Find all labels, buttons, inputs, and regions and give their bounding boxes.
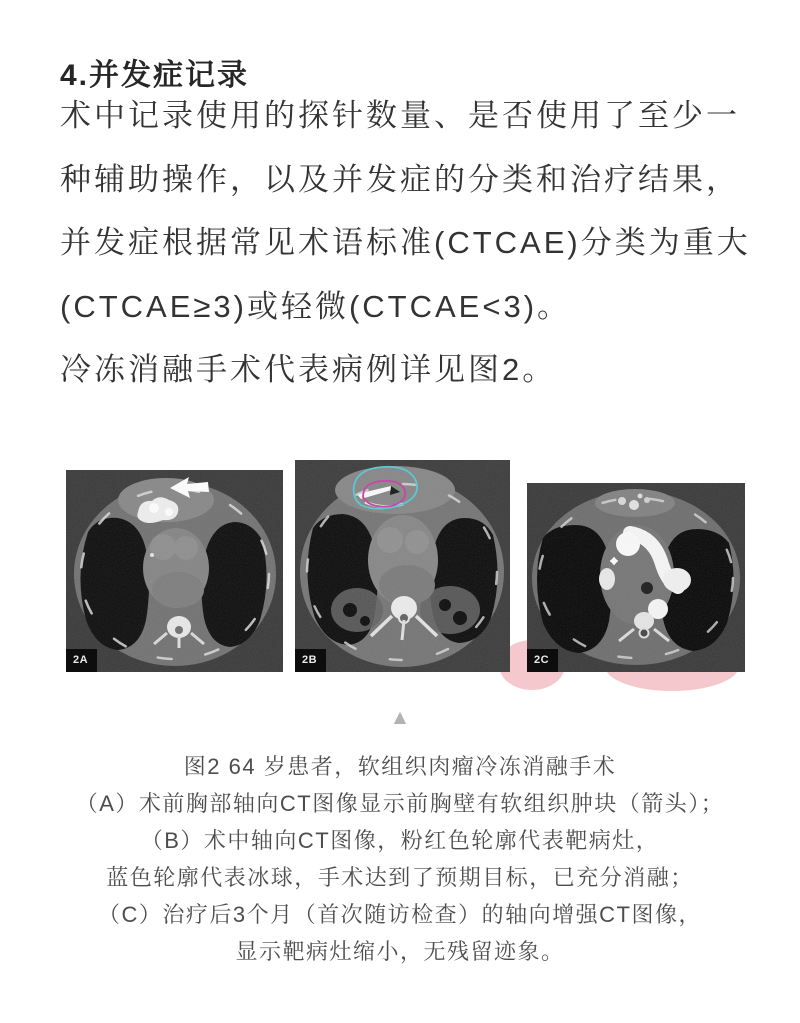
- body-line: 冷冻消融手术代表病例详见图2。: [60, 352, 557, 387]
- figure-caption-line: 显示靶病灶缩小，无残留迹象。: [235, 939, 565, 964]
- body-line: 术中记录使用的探针数量、是否使用了至少一: [60, 98, 740, 133]
- body-line: 并发症根据常见术语标准(CTCAE)分类为重大: [60, 225, 751, 260]
- panel-label-2a: 2A: [66, 649, 97, 672]
- ct-panel-2b: [295, 460, 510, 672]
- section-heading: 4.并发症记录: [60, 59, 250, 93]
- figure-caption-line: （B）术中轴向CT图像，粉红色轮廓代表靶病灶，: [140, 828, 660, 853]
- ct-image-preop: [66, 470, 283, 672]
- panel-label-2b: 2B: [295, 649, 326, 672]
- figure-caption-line: 图2 64 岁患者，软组织肉瘤冷冻消融手术: [183, 754, 617, 779]
- ct-image-intraop: [295, 460, 510, 672]
- figure-caption-line: （A）术前胸部轴向CT图像显示前胸壁有软组织肿块（箭头）；: [75, 791, 725, 816]
- figure-caption: [0, 748, 800, 970]
- figure-caption-line: （C）治疗后3个月（首次随访检查）的轴向增强CT图像，: [98, 902, 702, 927]
- body-line: (CTCAE≥3)或轻微(CTCAE<3)。: [60, 288, 572, 324]
- collapse-triangle-icon[interactable]: ▲: [389, 706, 411, 729]
- panel-label-2c: 2C: [527, 649, 558, 672]
- ct-image-followup: [527, 483, 745, 672]
- body-line: 种辅助操作，以及并发症的分类和治疗结果，: [60, 161, 740, 197]
- figure-caption-line: 蓝色轮廓代表冰球，手术达到了预期目标，已充分消融；: [106, 865, 694, 890]
- ct-panel-2c: [527, 483, 745, 672]
- ct-panel-2a: [66, 470, 283, 672]
